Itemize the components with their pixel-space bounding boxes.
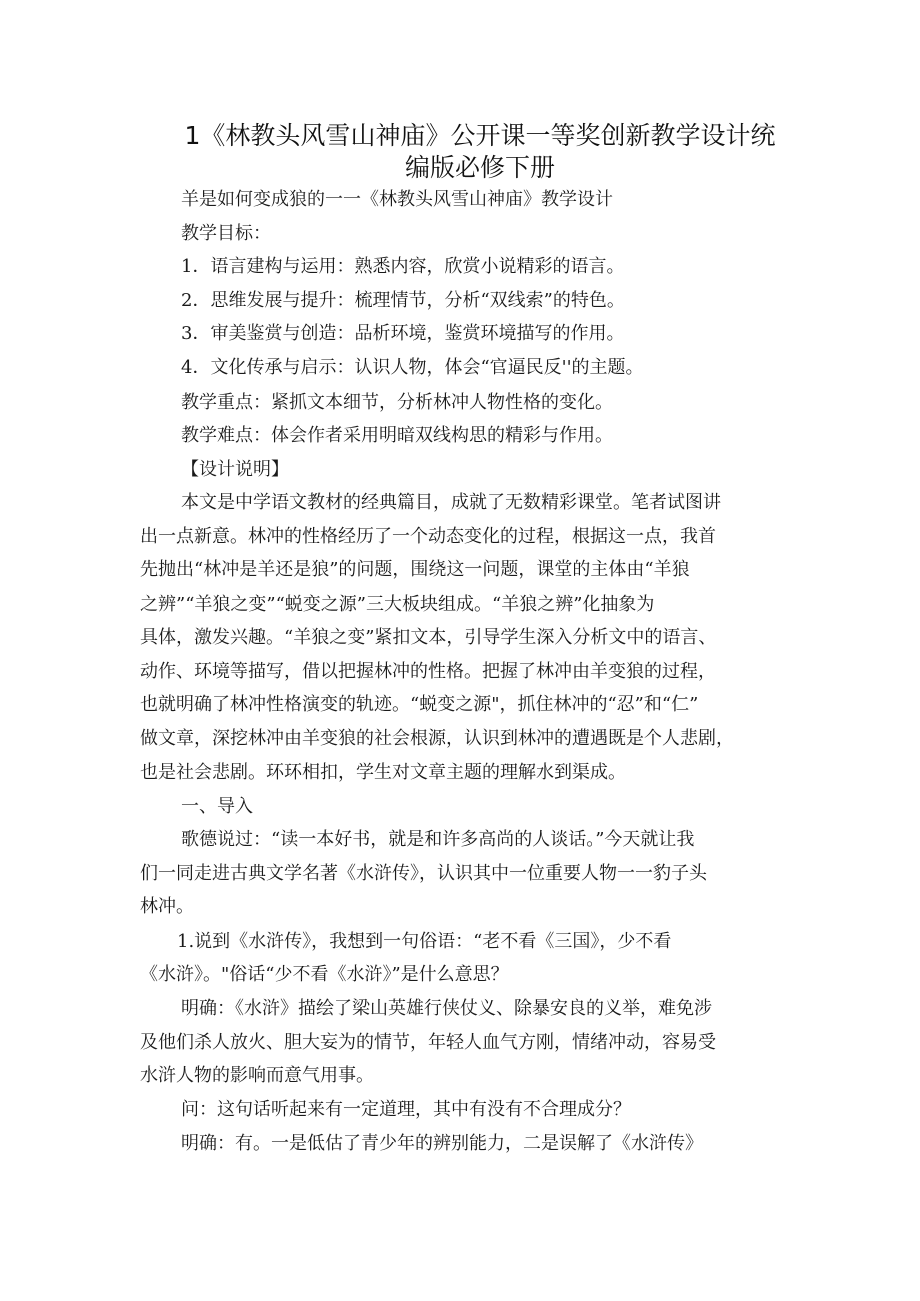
goals-heading: 教学目标： — [181, 223, 271, 244]
goal-item-4: 4．文化传承与启示：认识人物，体会“官逼民反''的主题。 — [181, 357, 644, 378]
document-title-line-1: 1《林教头风雪山神庙》公开课一等奖创新教学设计统 — [184, 121, 776, 150]
key-point: 教学重点：紧抓文本细节，分析林冲人物性格的变化。 — [181, 392, 613, 413]
design-paragraph-line: 也就明确了林冲性格演变的轨迹。“蜕变之源"，抓住林冲的“忍”和“仁” — [140, 694, 699, 715]
lesson-subtitle: 羊是如何变成狼的一一《林教头风雪山神庙》教学设计 — [181, 189, 613, 210]
document-title-line-2: 编版必修下册 — [404, 153, 555, 182]
design-paragraph-line: 出一点新意。林冲的性格经历了一个动态变化的过程，根据这一点，我首 — [140, 526, 716, 547]
design-paragraph-line: 本文是中学语文教材的经典篇目，成就了无数精彩课堂。笔者试图讲 — [181, 492, 721, 513]
design-paragraph-line: 具体，激发兴趣。“羊狼之变”紧扣文本，引导学生深入分析文中的语言、 — [140, 627, 717, 648]
question-1-line: 《水浒》。"俗话“少不看《水浒》”是什么意思？ — [140, 964, 509, 985]
answer-1-line: 及他们杀人放火、胆大妄为的情节，年轻人血气方刚，情绪冲动，容易受 — [140, 1032, 716, 1053]
intro-paragraph-line: 林冲。 — [140, 896, 194, 917]
intro-paragraph-line: 们一同走进古典文学名著《水浒传》，认识其中一位重要人物一一豹子头 — [140, 863, 707, 884]
question-1-line: 1.说到《水浒传》，我想到一句俗语：“老不看《三国》，少不看 — [177, 931, 672, 952]
answer-1-line: 明确：《水浒》描绘了梁山英雄行侠仗义、除暴安良的义举，难免涉 — [181, 998, 712, 1019]
design-heading: 【设计说明】 — [181, 459, 289, 480]
intro-paragraph-line: 歌德说过：“读一本好书，就是和许多高尚的人谈话。”今天就让我 — [181, 829, 695, 850]
goal-item-2: 2．思维发展与提升：梳理情节，分析“双线索”的特色。 — [181, 290, 625, 311]
answer-2: 明确：有。一是低估了青少年的辨别能力，二是误解了《水浒传》 — [181, 1133, 703, 1154]
design-paragraph-line: 先抛出“林冲是羊还是狼”的问题，围绕这一问题，课堂的主体由“羊狼 — [140, 559, 690, 580]
goal-item-1: 1．语言建构与运用：熟悉内容，欣赏小说精彩的语言。 — [181, 256, 625, 277]
design-paragraph-line: 之辨”“羊狼之变”“蜕变之源”三大板块组成。“羊狼之辨”化抽象为 — [140, 594, 655, 615]
difficult-point: 教学难点：体会作者采用明暗双线构思的精彩与作用。 — [181, 425, 613, 446]
answer-1-line: 水浒人物的影响而意气用事。 — [140, 1065, 374, 1086]
goal-item-3: 3．审美鉴赏与创造：品析环境，鉴赏环境描写的作用。 — [181, 323, 625, 344]
design-paragraph-line: 做文章，深挖林冲由羊变狼的社会根源，认识到林冲的遭遇既是个人悲剧， — [140, 728, 734, 749]
design-paragraph-line: 动作、环境等描写，借以把握林冲的性格。把握了林冲由羊变狼的过程， — [140, 661, 716, 682]
question-2: 问：这句话听起来有一定道理，其中有没有不合理成分？ — [181, 1099, 631, 1120]
section-heading-intro: 一、导入 — [181, 796, 253, 817]
design-paragraph-line: 也是社会悲剧。环环相扣，学生对文章主题的理解水到渠成。 — [140, 762, 626, 783]
